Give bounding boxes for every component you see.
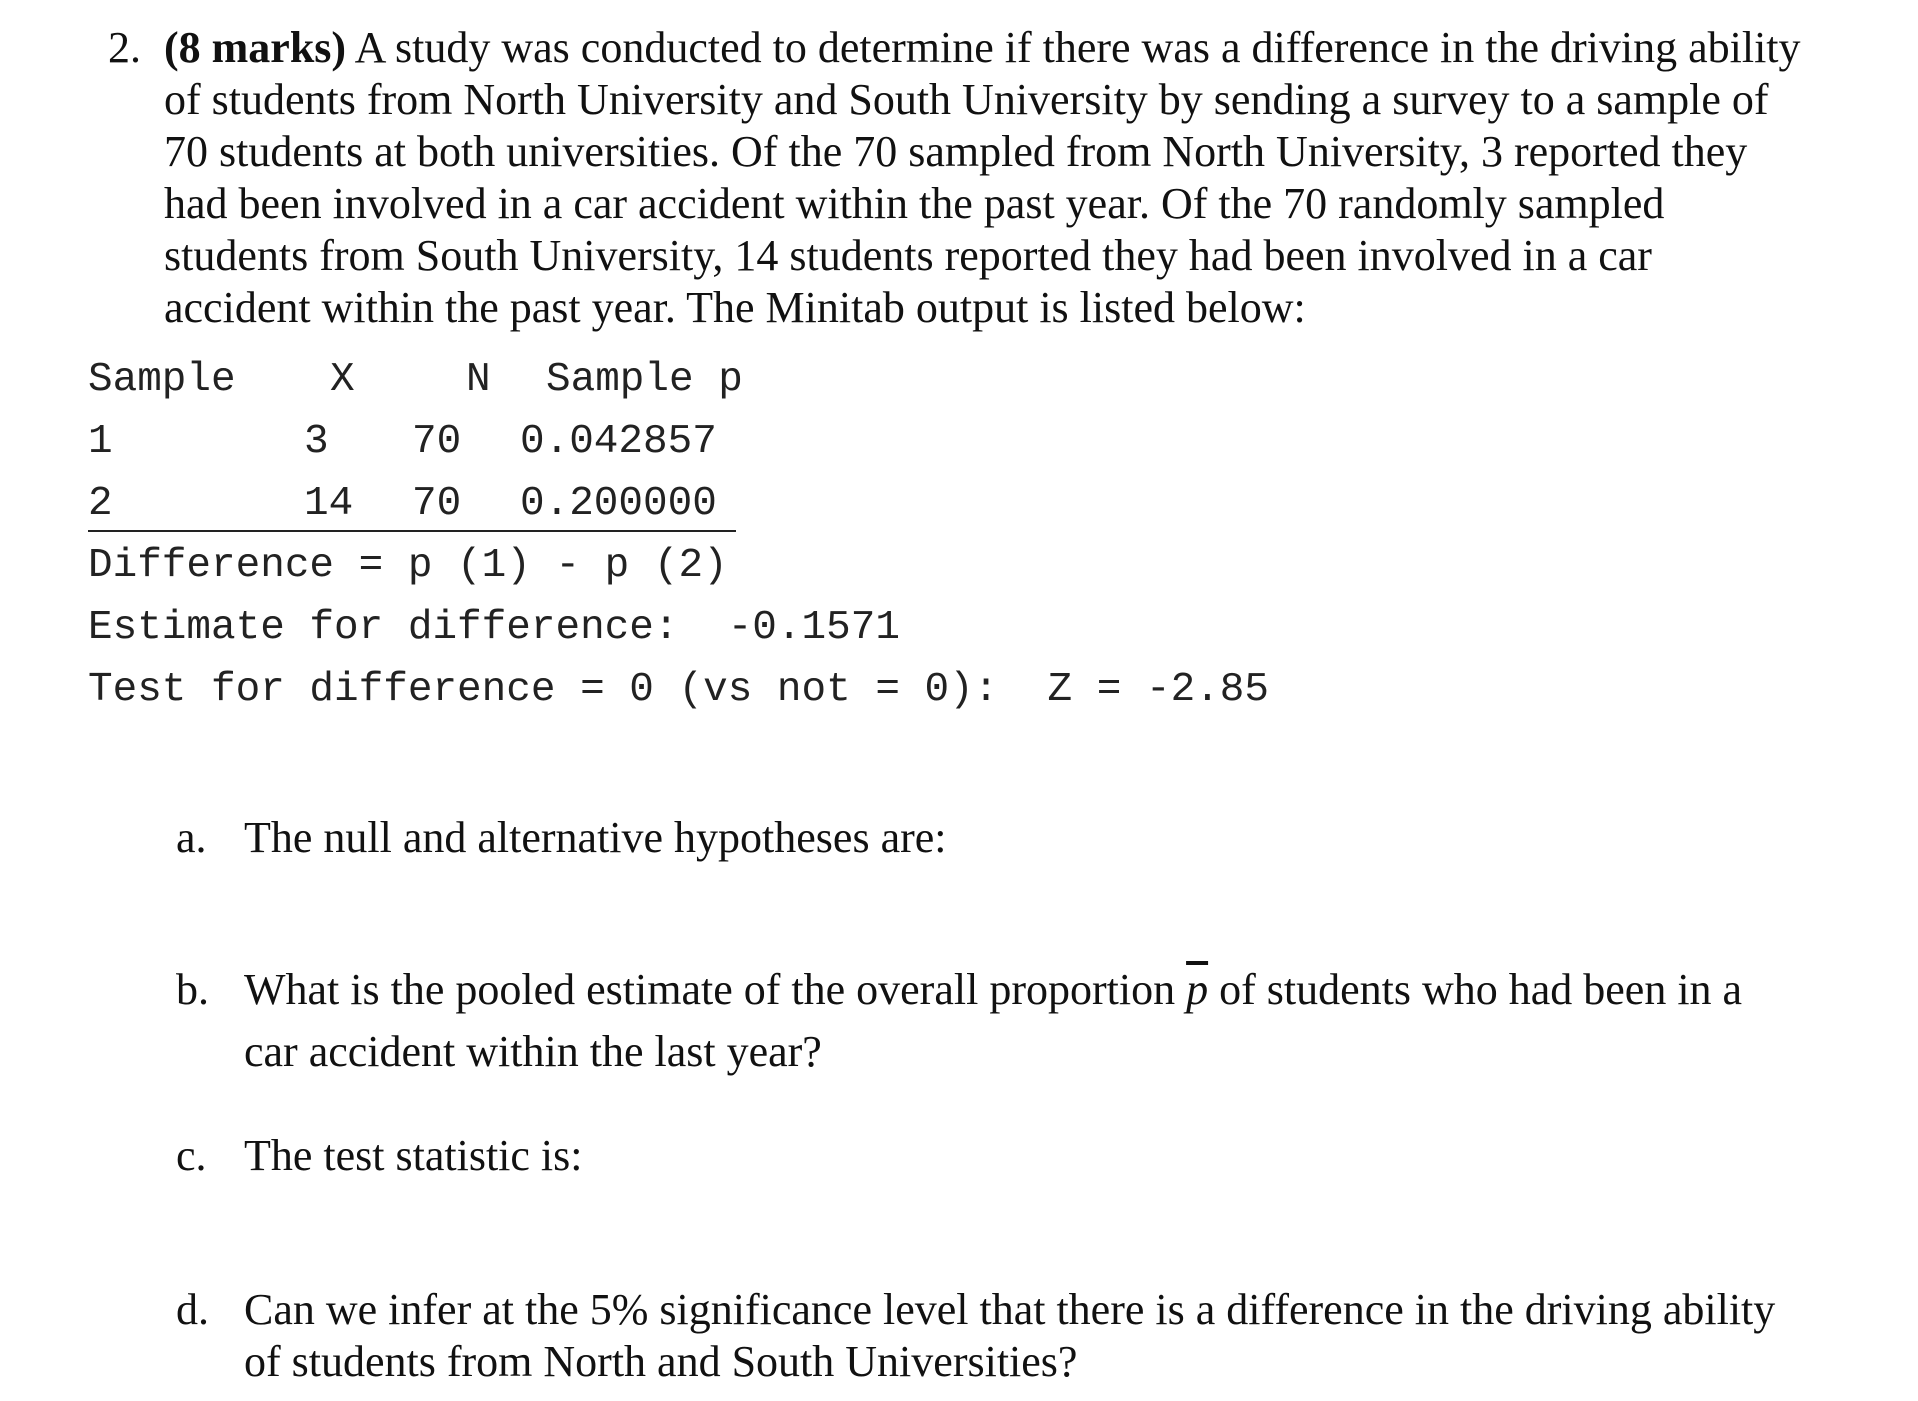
row2-x: 14 — [304, 481, 354, 527]
header-n: N — [466, 357, 491, 403]
subquestion-a-letter: a. — [176, 813, 207, 862]
question-body — [164, 22, 1884, 334]
row1-p: 0.042857 — [520, 419, 717, 465]
question-line-2: of students from North University and South University by sending a survey to a sample of — [164, 75, 1769, 124]
question-line-5: students from South University, 14 students reported they had been involved in a car — [164, 231, 1652, 280]
test-line: Test for difference = 0 (vs not = 0): Z = -2.85 — [88, 667, 1269, 713]
row2-n: 70 — [412, 481, 462, 527]
header-x: X — [330, 357, 355, 403]
estimate-line: Estimate for difference: -0.1571 — [88, 605, 900, 651]
subquestion-d-text: Can we infer at the 5% significance level that there is a difference in the driving ability of students from North and South Universities? — [244, 1285, 1776, 1386]
question-number: 2. — [108, 23, 141, 72]
row1-x: 3 — [304, 419, 329, 465]
subquestion-c-text: The test statistic is: — [244, 1131, 583, 1180]
row2-p: 0.200000 — [520, 481, 717, 527]
header-sample: Sample — [88, 357, 236, 403]
question-line-3: 70 students at both universities. Of the 70 sampled from North University, 3 reported they — [164, 127, 1748, 176]
subquestion-b-text: What is the pooled estimate of the overall proportion $\overline{p}$ of students who had been in a car accident within the last year? — [244, 965, 1743, 1076]
p-bar-symbol: $\overline{p}$ — [1186, 965, 1209, 1014]
subquestion-d-letter: d. — [176, 1285, 209, 1334]
header-sample-p: Sample p — [546, 357, 743, 403]
question-line-6: accident within the past year. The Minitab output is listed below: — [164, 283, 1306, 332]
question-line-1: (8 marks) A study was conducted to determine if there was a difference in the driving ability — [164, 23, 1801, 72]
difference-line: Difference = p (1) - p (2) — [88, 543, 728, 589]
row1-sample: 1 — [88, 419, 113, 465]
subquestion-a-text: The null and alternative hypotheses are: — [244, 813, 947, 862]
question-line-4: had been involved in a car accident within the past year. Of the 70 randomly sampled — [164, 179, 1665, 228]
subquestion-c-letter: c. — [176, 1131, 207, 1180]
question-marks: (8 marks) — [164, 23, 347, 72]
subquestion-b-letter: b. — [176, 965, 209, 1014]
row1-n: 70 — [412, 419, 462, 465]
row2-sample: 2 — [88, 481, 113, 527]
table-divider — [88, 530, 736, 532]
